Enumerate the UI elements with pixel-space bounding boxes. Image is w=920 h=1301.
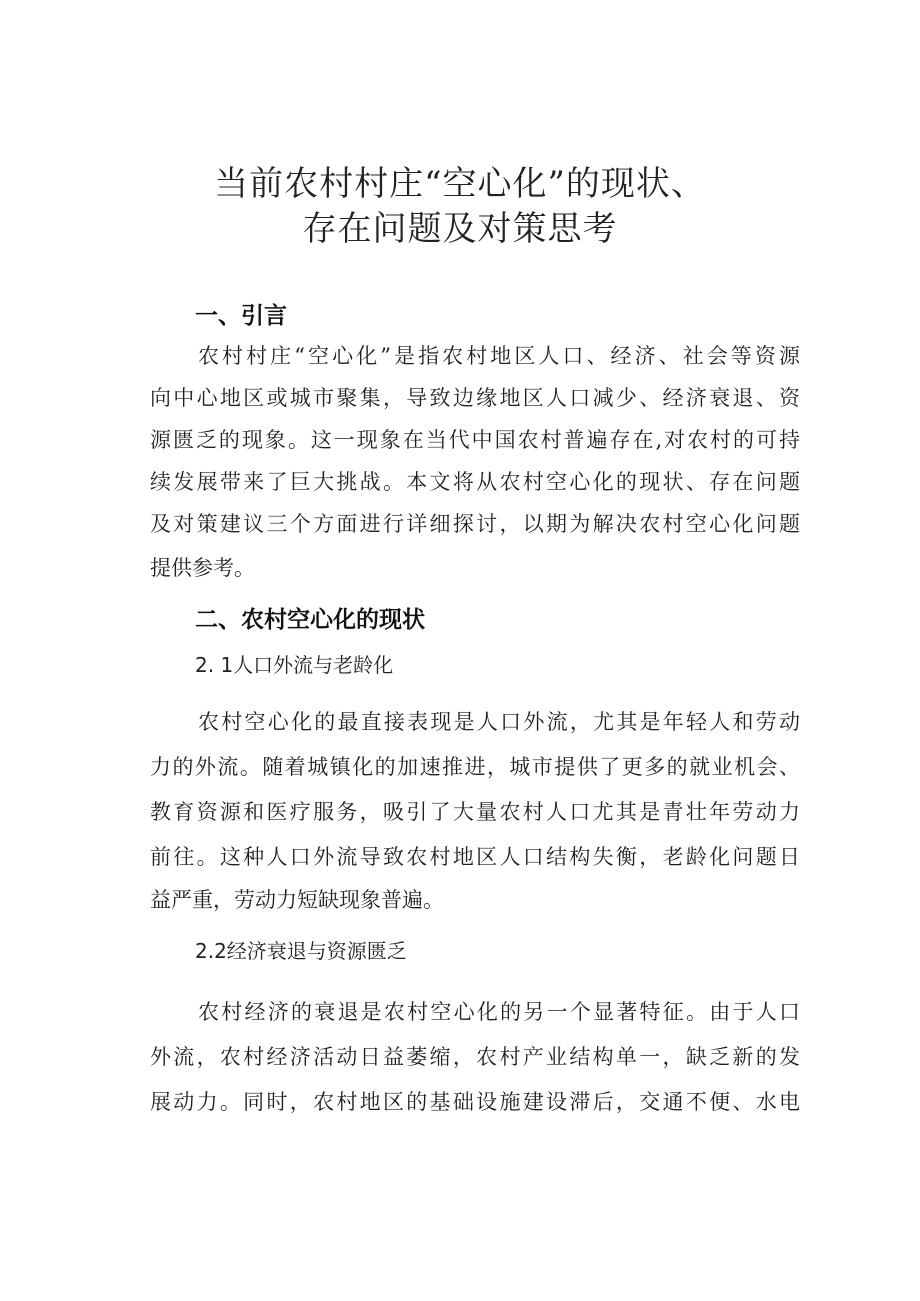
document-title-line-2: 存在问题及对策思考	[302, 209, 618, 249]
paragraph-line: 教育资源和医疗服务，吸引了大量农村人口尤其是青壮年劳动力	[150, 800, 800, 824]
paragraph-line: 续发展带来了巨大挑战。本文将从农村空心化的现状、存在问题	[150, 470, 800, 494]
paragraph-line: 力的外流。随着城镇化的加速推进，城市提供了更多的就业机会、	[150, 755, 800, 779]
paragraph-line: 展动力。同时，农村地区的基础设施建设滞后，交通不便、水电	[150, 1090, 800, 1114]
subsection-heading-population: 2. 1人口外流与老龄化	[195, 653, 394, 677]
paragraph-line: 向中心地区或城市聚集，导致边缘地区人口减少、经济衰退、资	[150, 386, 800, 410]
paragraph-line: 及对策建议三个方面进行详细探讨，以期为解决农村空心化问题	[150, 512, 800, 536]
section-heading-status: 二、农村空心化的现状	[195, 607, 425, 633]
section-heading-introduction: 一、引言	[195, 303, 287, 329]
paragraph-line: 农村空心化的最直接表现是人口外流，尤其是年轻人和劳动	[198, 710, 800, 734]
paragraph-line: 前往。这种人口外流导致农村地区人口结构失衡，老龄化问题日	[150, 845, 800, 869]
paragraph-line: 农村村庄“空心化”是指农村地区人口、经济、社会等资源	[198, 344, 800, 368]
paragraph-line: 农村经济的衰退是农村空心化的另一个显著特征。由于人口	[198, 1000, 800, 1024]
subsection-heading-economy: 2.2经济衰退与资源匮乏	[195, 939, 407, 963]
paragraph-line: 益严重，劳动力短缺现象普遍。	[150, 888, 444, 912]
paragraph-line: 外流，农村经济活动日益萎缩，农村产业结构单一，缺乏新的发	[150, 1045, 800, 1069]
paragraph-line: 提供参考。	[150, 556, 255, 580]
document-title-line-1: 当前农村村庄“空心化”的现状、	[214, 164, 706, 204]
paragraph-line: 源匮乏的现象。这一现象在当代中国农村普遍存在,对农村的可持	[150, 428, 800, 452]
